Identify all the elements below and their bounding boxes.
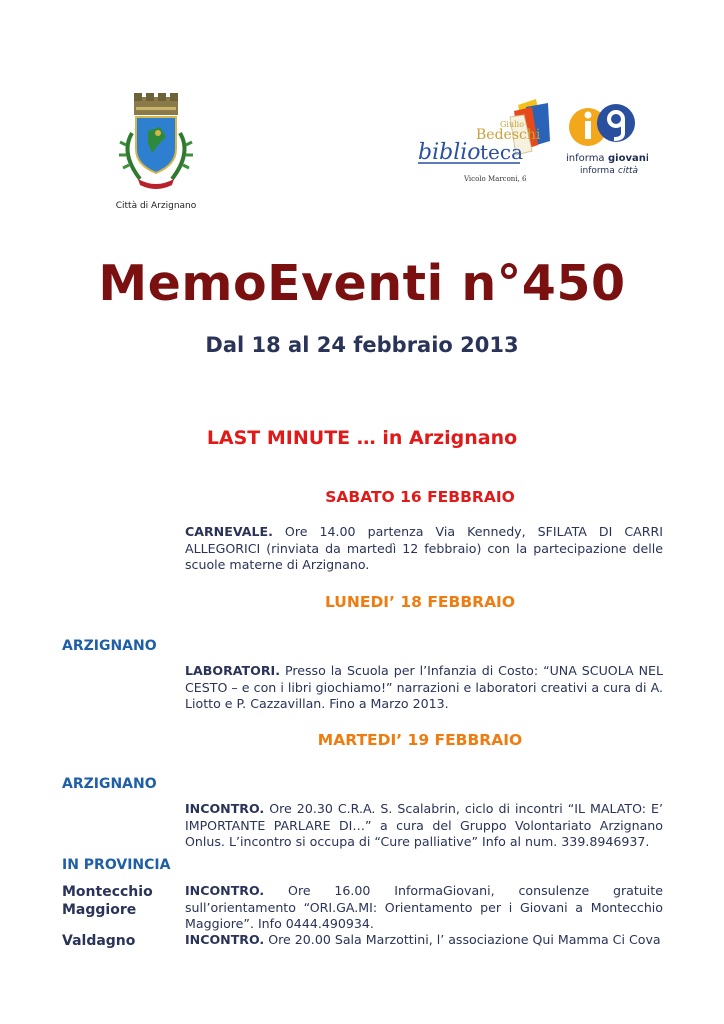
informagiovani-logo	[566, 97, 648, 177]
day-heading-tuesday: MARTEDI’ 19 FEBBRAIO	[317, 731, 523, 749]
event-incontro-arzignano	[185, 801, 663, 851]
library-logo-small: Giulio	[500, 120, 525, 129]
ig-logo-line1-b: giovani	[608, 153, 648, 164]
event-carnevale	[185, 524, 663, 574]
event-incontro-valdagno	[185, 932, 663, 949]
event-laboratori	[185, 663, 663, 713]
place-montecchio: Montecchio Maggiore	[62, 884, 153, 918]
place-heading-arzignano: ARZIGNANO	[62, 776, 157, 792]
place-heading-arzignano: ARZIGNANO	[62, 638, 157, 654]
event-kind: INCONTRO.	[185, 883, 265, 898]
library-address: Vicolo Marconi, 6	[464, 175, 527, 183]
page-title: MemoEventi n°450	[98, 255, 626, 312]
event-kind: LABORATORI.	[185, 663, 281, 678]
event-text: Ore 20.30 C.R.A. S. Scalabrin, ciclo di incontri “IL MALATO: E’ IMPORTANTE PARLARE DI…” a cura del Gruppo Volontariato Arzignano Onlus. L’incontro si occupa di “Cure palliative” Info al num. 339.8946937.	[185, 801, 663, 849]
event-kind: INCONTRO.	[185, 801, 265, 816]
library-logo-word1: biblio	[418, 140, 481, 165]
city-caption: Città di Arzignano	[115, 201, 197, 211]
event-text: Presso la Scuola per l’Infanzia di Costo: “UNA SCUOLA NEL CESTO – e con i libri giochiamo!” narrazioni e laboratori creativi a cura di A. Liotto e P. Cazzavillan. Fino a Marzo 2013.	[185, 663, 663, 711]
event-incontro-montecchio	[185, 883, 663, 933]
library-logo-word2: teca	[480, 140, 523, 164]
ig-logo-line1-a: informa	[566, 153, 605, 164]
event-kind: INCONTRO.	[185, 932, 265, 947]
event-text: Ore 14.00 partenza Via Kennedy, SFILATA DI CARRI ALLEGORICI (rinviata da martedì 12 febbraio) con la partecipazione delle scuole materne di Arzignano.	[185, 524, 663, 572]
day-heading-saturday: SABATO 16 FEBBRAIO	[325, 488, 515, 506]
library-logo	[414, 97, 564, 185]
section-title: LAST MINUTE … in Arzignano	[206, 427, 518, 449]
ig-logo-line2-b: città	[618, 166, 639, 176]
library-logo-name: Bedeschi	[476, 127, 541, 143]
event-kind: CARNEVALE.	[185, 524, 273, 539]
ig-logo-line2-a: informa	[580, 166, 615, 176]
coat-of-arms-logo	[112, 93, 200, 197]
event-text: Ore 20.00 Sala Marzottini, l’ associazione Qui Mamma Ci Cova	[264, 932, 661, 947]
date-range-subtitle: Dal 18 al 24 febbraio 2013	[205, 333, 519, 357]
day-heading-monday: LUNEDI’ 18 FEBBRAIO	[324, 593, 516, 611]
event-text: Ore 16.00 InformaGiovani, consulenze gratuite sull’orientamento “ORI.GA.MI: Orientamento per i Giovani a Montecchio Maggiore”. Info 0444.490934.	[185, 883, 663, 931]
province-heading: IN PROVINCIA	[62, 857, 171, 873]
place-valdagno: Valdagno	[62, 933, 136, 949]
